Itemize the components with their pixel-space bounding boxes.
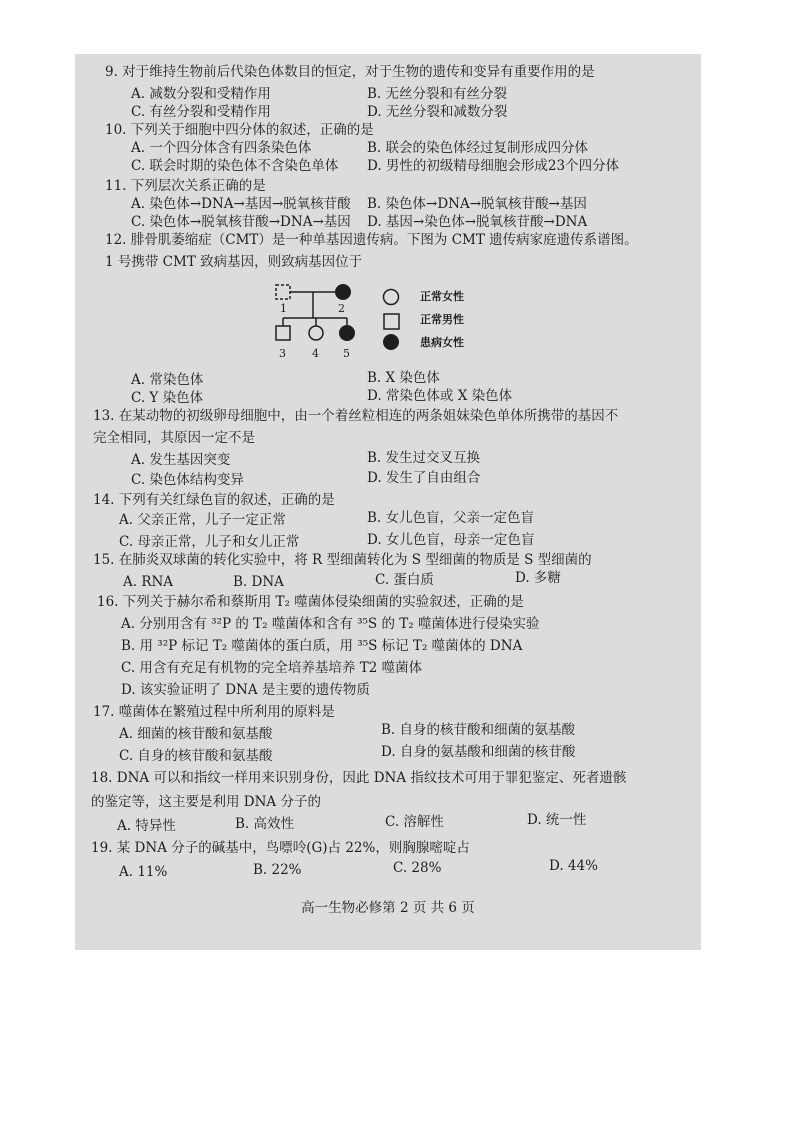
question-10-option-c: C. 联会时期的染色体不含染色单体 [131,158,339,174]
question-18-stem-continued: 的鉴定等，这主要是利用 DNA 分子的 [91,794,321,810]
question-18-option-d: D. 统一性 [527,812,587,828]
question-10-stem: 10. 下列关于细胞中四分体的叙述，正确的是 [105,122,374,138]
question-15-option-b: B. DNA [233,574,284,590]
question-11-option-d: D. 基因→染色体→脱氧核苷酸→DNA [367,214,588,230]
question-10-option-d: D. 男性的初级精母细胞会形成23个四分体 [367,158,620,174]
question-9-option-d: D. 无丝分裂和减数分裂 [367,104,508,120]
question-11-option-a: A. 染色体→DNA→基因→脱氧核苷酸 [131,196,351,212]
individual-3-normal-male [276,326,290,340]
individual-2-number: 2 [338,302,345,315]
question-18-option-c: C. 溶解性 [385,814,444,830]
question-12-option-b: B. X 染色体 [367,370,440,386]
question-12-option-d: D. 常染色体或 X 染色体 [367,388,513,404]
question-12-option-a: A. 常染色体 [131,372,204,388]
individual-3-number: 3 [279,347,286,360]
question-19-option-b: B. 22% [253,862,302,878]
legend-normal-female-symbol [384,290,399,305]
question-17-option-a: A. 细菌的核苷酸和氨基酸 [119,726,273,742]
question-16-option-b: B. 用 ³²P 标记 T₂ 噬菌体的蛋白质，用 ³⁵S 标记 T₂ 噬菌体的 DNA [121,638,523,654]
question-13-option-b: B. 发生过交叉互换 [367,450,481,466]
question-10-option-b: B. 联会的染色体经过复制形成四分体 [367,140,589,156]
question-14-option-d: D. 女儿色盲，母亲一定色盲 [367,532,535,548]
question-18-stem: 18. DNA 可以和指纹一样用来识别身份，因此 DNA 指纹技术可用于罪犯鉴定、死者遗骸 [91,770,627,786]
question-18-option-a: A. 特异性 [117,818,176,834]
question-9-stem: 9. 对于维持生物前后代染色体数目的恒定，对于生物的遗传和变异有重要作用的是 [105,64,595,80]
legend-normal-male: 正常男性 [420,313,464,326]
question-17-option-b: B. 自身的核苷酸和细菌的氨基酸 [381,722,576,738]
question-16-option-d: D. 该实验证明了 DNA 是主要的遗传物质 [121,682,370,698]
question-16-option-a: A. 分别用含有 ³²P 的 T₂ 噬菌体和含有 ³⁵S 的 T₂ 噬菌体进行侵染实验 [121,616,540,632]
question-19-option-c: C. 28% [393,860,442,876]
question-18-option-b: B. 高效性 [235,816,295,832]
individual-4-normal-female [309,326,323,340]
question-12-stem: 12. 腓骨肌萎缩症（CMT）是一种单基因遗传病。下图为 CMT 遗传病家庭遗传系谱图。 [105,232,638,248]
question-14-option-c: C. 母亲正常，儿子和女儿正常 [119,534,300,550]
legend-normal-female: 正常女性 [420,290,464,303]
individual-5-affected-female [339,325,355,341]
question-9-option-a: A. 减数分裂和受精作用 [131,86,271,102]
question-13-stem-continued: 完全相同，其原因一定不是 [93,430,255,446]
legend-normal-male-symbol [384,314,399,329]
question-9-option-b: B. 无丝分裂和有丝分裂 [367,86,508,102]
question-14-stem: 14. 下列有关红绿色盲的叙述，正确的是 [93,492,335,508]
question-15-stem: 15. 在肺炎双球菌的转化实验中，将 R 型细菌转化为 S 型细菌的物质是 S 型细菌的 [93,552,592,568]
question-13-option-d: D. 发生了自由组合 [367,470,481,486]
question-19-stem: 19. 某 DNA 分子的碱基中，鸟嘌呤(G)占 22%，则胸腺嘧啶占 [91,840,470,856]
page-footer: 高一生物必修第 2 页 共 6 页 [301,900,475,916]
question-11-option-c: C. 染色体→脱氧核苷酸→DNA→基因 [131,214,351,230]
question-16-stem: 16. 下列关于赫尔希和蔡斯用 T₂ 噬菌体侵染细菌的实验叙述，正确的是 [97,594,524,610]
question-14-option-b: B. 女儿色盲，父亲一定色盲 [367,510,535,526]
legend-affected-female-symbol [383,334,399,350]
question-13-option-a: A. 发生基因突变 [131,452,231,468]
question-19-option-a: A. 11% [119,864,168,880]
question-15-option-d: D. 多糖 [515,570,561,586]
pedigree-diagram [270,282,500,378]
individual-1-number: 1 [280,302,287,315]
question-12-option-c: C. Y 染色体 [131,390,204,406]
legend-affected-female: 患病女性 [420,336,464,349]
individual-4-number: 4 [312,347,319,360]
question-16-option-c: C. 用含有充足有机物的完全培养基培养 T2 噬菌体 [121,660,423,676]
question-13-stem: 13. 在某动物的初级卵母细胞中，由一个着丝粒相连的两条姐妹染色单体所携带的基因不 [93,408,619,424]
question-11-stem: 11. 下列层次关系正确的是 [105,178,266,194]
question-15-option-c: C. 蛋白质 [375,572,434,588]
individual-5-number: 5 [343,347,350,360]
question-11-option-b: B. 染色体→DNA→脱氧核苷酸→基因 [367,196,587,212]
question-17-option-c: C. 自身的核苷酸和氨基酸 [119,748,273,764]
individual-1-male-carrier [276,285,290,299]
question-14-option-a: A. 父亲正常，儿子一定正常 [119,512,286,528]
exam-page [75,54,701,950]
question-17-option-d: D. 自身的氨基酸和细菌的核苷酸 [381,744,576,760]
question-12-stem-continued: 1 号携带 CMT 致病基因，则致病基因位于 [105,254,363,270]
question-13-option-c: C. 染色体结构变异 [131,472,244,488]
individual-2-affected-female [335,284,351,300]
question-19-option-d: D. 44% [549,858,598,874]
question-15-option-a: A. RNA [123,574,174,590]
question-17-stem: 17. 噬菌体在繁殖过程中所利用的原料是 [93,704,335,720]
question-9-option-c: C. 有丝分裂和受精作用 [131,104,271,120]
question-10-option-a: A. 一个四分体含有四条染色体 [131,140,312,156]
